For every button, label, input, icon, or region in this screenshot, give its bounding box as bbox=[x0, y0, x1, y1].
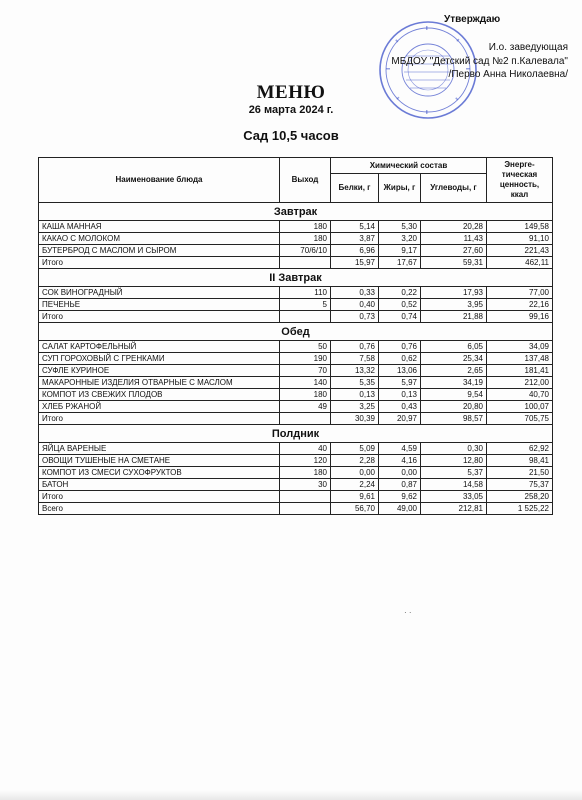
dish-protein: 5,14 bbox=[331, 221, 379, 233]
section-title: Завтрак bbox=[39, 203, 553, 221]
approval-signatory: /Перво Анна Николаевна/ bbox=[448, 69, 568, 80]
dish-protein: 5,35 bbox=[331, 377, 379, 389]
dish-energy: 705,75 bbox=[487, 413, 553, 425]
dish-energy: 212,00 bbox=[487, 377, 553, 389]
dish-fat: 20,97 bbox=[379, 413, 421, 425]
dish-fat: 0,52 bbox=[379, 299, 421, 311]
dish-output: 180 bbox=[280, 233, 331, 245]
total-row bbox=[39, 311, 553, 323]
table-row bbox=[39, 455, 553, 467]
dish-name: СУП ГОРОХОВЫЙ С ГРЕНКАМИ bbox=[39, 353, 280, 365]
dish-output bbox=[280, 491, 331, 503]
dish-name: БУТЕРБРОД С МАСЛОМ И СЫРОМ bbox=[39, 245, 280, 257]
table-row bbox=[39, 365, 553, 377]
dish-fat: 0,00 bbox=[379, 467, 421, 479]
dish-carbs: 14,58 bbox=[421, 479, 487, 491]
dish-output: 140 bbox=[280, 377, 331, 389]
dish-name: БАТОН bbox=[39, 479, 280, 491]
dish-carbs: 3,95 bbox=[421, 299, 487, 311]
dish-fat: 3,20 bbox=[379, 233, 421, 245]
dish-protein: 0,33 bbox=[331, 287, 379, 299]
total-row bbox=[39, 491, 553, 503]
dish-fat: 0,43 bbox=[379, 401, 421, 413]
dish-output: 180 bbox=[280, 221, 331, 233]
column-header-fat: Жиры, г bbox=[379, 174, 421, 203]
menu-table bbox=[38, 157, 553, 515]
dish-output: 110 bbox=[280, 287, 331, 299]
dish-carbs: 17,93 bbox=[421, 287, 487, 299]
dish-energy: 34,09 bbox=[487, 341, 553, 353]
section-row bbox=[39, 425, 553, 443]
dish-fat: 0,74 bbox=[379, 311, 421, 323]
table-row bbox=[39, 233, 553, 245]
dish-protein: 7,58 bbox=[331, 353, 379, 365]
dish-energy: 22,16 bbox=[487, 299, 553, 311]
table-row bbox=[39, 401, 553, 413]
column-header-chem: Химический состав bbox=[331, 158, 487, 174]
dish-carbs: 5,37 bbox=[421, 467, 487, 479]
dish-protein: 5,09 bbox=[331, 443, 379, 455]
dish-energy: 77,00 bbox=[487, 287, 553, 299]
table-row bbox=[39, 287, 553, 299]
dish-output: 180 bbox=[280, 389, 331, 401]
dish-output: 5 bbox=[280, 299, 331, 311]
dish-energy: 181,41 bbox=[487, 365, 553, 377]
section-row bbox=[39, 203, 553, 221]
dish-protein: 30,39 bbox=[331, 413, 379, 425]
dish-energy: 462,11 bbox=[487, 257, 553, 269]
dish-energy: 99,16 bbox=[487, 311, 553, 323]
dish-name: Итого bbox=[39, 311, 280, 323]
dish-carbs: 34,19 bbox=[421, 377, 487, 389]
dish-energy: 91,10 bbox=[487, 233, 553, 245]
section-title: II Завтрак bbox=[39, 269, 553, 287]
dish-output: 180 bbox=[280, 467, 331, 479]
dish-output bbox=[280, 311, 331, 323]
dish-protein: 0,00 bbox=[331, 467, 379, 479]
dish-protein: 56,70 bbox=[331, 503, 379, 515]
dish-fat: 0,13 bbox=[379, 389, 421, 401]
dish-carbs: 20,80 bbox=[421, 401, 487, 413]
section-row bbox=[39, 323, 553, 341]
dish-fat: 0,76 bbox=[379, 341, 421, 353]
dish-name: КАКАО С МОЛОКОМ bbox=[39, 233, 280, 245]
dish-protein: 0,76 bbox=[331, 341, 379, 353]
dish-output bbox=[280, 413, 331, 425]
dish-carbs: 21,88 bbox=[421, 311, 487, 323]
dish-carbs: 59,31 bbox=[421, 257, 487, 269]
dish-fat: 4,16 bbox=[379, 455, 421, 467]
dish-output bbox=[280, 503, 331, 515]
dish-protein: 0,73 bbox=[331, 311, 379, 323]
menu-table-body bbox=[39, 203, 553, 515]
dish-output: 30 bbox=[280, 479, 331, 491]
dish-carbs: 33,05 bbox=[421, 491, 487, 503]
dish-fat: 13,06 bbox=[379, 365, 421, 377]
column-header-protein: Белки, г bbox=[331, 174, 379, 203]
table-row bbox=[39, 389, 553, 401]
dish-carbs: 212,81 bbox=[421, 503, 487, 515]
dish-fat: 4,59 bbox=[379, 443, 421, 455]
dish-protein: 0,13 bbox=[331, 389, 379, 401]
dish-protein: 15,97 bbox=[331, 257, 379, 269]
dish-energy: 100,07 bbox=[487, 401, 553, 413]
table-row bbox=[39, 377, 553, 389]
dish-output: 70 bbox=[280, 365, 331, 377]
dish-protein: 9,61 bbox=[331, 491, 379, 503]
dish-name: ХЛЕБ РЖАНОЙ bbox=[39, 401, 280, 413]
dish-output: 40 bbox=[280, 443, 331, 455]
dish-name: ОВОЩИ ТУШЕНЫЕ НА СМЕТАНЕ bbox=[39, 455, 280, 467]
dish-protein: 0,40 bbox=[331, 299, 379, 311]
dish-energy: 221,43 bbox=[487, 245, 553, 257]
dish-name: Итого bbox=[39, 257, 280, 269]
table-row bbox=[39, 221, 553, 233]
dish-name: ЯЙЦА ВАРЕНЫЕ bbox=[39, 443, 280, 455]
dish-carbs: 12,80 bbox=[421, 455, 487, 467]
approval-position: И.о. заведующая bbox=[488, 42, 568, 53]
dish-carbs: 11,43 bbox=[421, 233, 487, 245]
column-header-name: Наименование блюда bbox=[39, 158, 280, 203]
dish-protein: 3,25 bbox=[331, 401, 379, 413]
dish-name: КАША МАННАЯ bbox=[39, 221, 280, 233]
dish-energy: 137,48 bbox=[487, 353, 553, 365]
dish-output: 120 bbox=[280, 455, 331, 467]
dish-name: Итого bbox=[39, 413, 280, 425]
table-row bbox=[39, 467, 553, 479]
dish-fat: 5,30 bbox=[379, 221, 421, 233]
dish-energy: 1 525,22 bbox=[487, 503, 553, 515]
dish-carbs: 0,30 bbox=[421, 443, 487, 455]
dish-output: 50 bbox=[280, 341, 331, 353]
dish-name: СУФЛЕ КУРИНОЕ bbox=[39, 365, 280, 377]
scan-speck: · · bbox=[404, 608, 412, 617]
dish-energy: 149,58 bbox=[487, 221, 553, 233]
dish-protein: 3,87 bbox=[331, 233, 379, 245]
total-row bbox=[39, 503, 553, 515]
dish-carbs: 9,54 bbox=[421, 389, 487, 401]
dish-name: Всего bbox=[39, 503, 280, 515]
dish-fat: 49,00 bbox=[379, 503, 421, 515]
dish-energy: 21,50 bbox=[487, 467, 553, 479]
menu-subtitle: Сад 10,5 часов bbox=[243, 128, 339, 143]
dish-carbs: 27,60 bbox=[421, 245, 487, 257]
dish-fat: 0,62 bbox=[379, 353, 421, 365]
dish-output bbox=[280, 257, 331, 269]
dish-fat: 0,22 bbox=[379, 287, 421, 299]
dish-carbs: 20,28 bbox=[421, 221, 487, 233]
dish-output: 190 bbox=[280, 353, 331, 365]
dish-carbs: 25,34 bbox=[421, 353, 487, 365]
section-title: Полдник bbox=[39, 425, 553, 443]
table-row bbox=[39, 245, 553, 257]
dish-protein: 2,24 bbox=[331, 479, 379, 491]
page-title: МЕНЮ bbox=[256, 82, 326, 103]
dish-name: САЛАТ КАРТОФЕЛЬНЫЙ bbox=[39, 341, 280, 353]
approval-title: Утверждаю bbox=[444, 14, 501, 25]
table-row bbox=[39, 353, 553, 365]
table-row bbox=[39, 479, 553, 491]
table-row bbox=[39, 341, 553, 353]
menu-date: 26 марта 2024 г. bbox=[248, 104, 334, 116]
dish-fat: 9,17 bbox=[379, 245, 421, 257]
dish-energy: 258,20 bbox=[487, 491, 553, 503]
dish-protein: 2,28 bbox=[331, 455, 379, 467]
dish-name: ПЕЧЕНЬЕ bbox=[39, 299, 280, 311]
dish-output: 70/6/10 bbox=[280, 245, 331, 257]
dish-fat: 0,87 bbox=[379, 479, 421, 491]
dish-fat: 9,62 bbox=[379, 491, 421, 503]
dish-name: Итого bbox=[39, 491, 280, 503]
dish-name: КОМПОТ ИЗ СВЕЖИХ ПЛОДОВ bbox=[39, 389, 280, 401]
dish-fat: 17,67 bbox=[379, 257, 421, 269]
dish-energy: 62,92 bbox=[487, 443, 553, 455]
approval-organization: МБДОУ "Детский сад №2 п.Калевала" bbox=[391, 56, 568, 67]
table-row bbox=[39, 299, 553, 311]
dish-protein: 6,96 bbox=[331, 245, 379, 257]
dish-energy: 75,37 bbox=[487, 479, 553, 491]
scan-edge bbox=[0, 790, 582, 800]
section-title: Обед bbox=[39, 323, 553, 341]
dish-energy: 98,41 bbox=[487, 455, 553, 467]
dish-carbs: 98,57 bbox=[421, 413, 487, 425]
total-row bbox=[39, 413, 553, 425]
dish-carbs: 6,05 bbox=[421, 341, 487, 353]
table-row bbox=[39, 443, 553, 455]
dish-name: СОК ВИНОГРАДНЫЙ bbox=[39, 287, 280, 299]
dish-energy: 40,70 bbox=[487, 389, 553, 401]
dish-fat: 5,97 bbox=[379, 377, 421, 389]
dish-name: КОМПОТ ИЗ СМЕСИ СУХОФРУКТОВ bbox=[39, 467, 280, 479]
dish-protein: 13,32 bbox=[331, 365, 379, 377]
column-header-carbs: Углеводы, г bbox=[421, 174, 487, 203]
dish-carbs: 2,65 bbox=[421, 365, 487, 377]
dish-name: МАКАРОННЫЕ ИЗДЕЛИЯ ОТВАРНЫЕ С МАСЛОМ bbox=[39, 377, 280, 389]
column-header-energy: Энерге- тическая ценность, ккал bbox=[487, 158, 553, 203]
section-row bbox=[39, 269, 553, 287]
column-header-output: Выход bbox=[280, 158, 331, 203]
total-row bbox=[39, 257, 553, 269]
dish-output: 49 bbox=[280, 401, 331, 413]
